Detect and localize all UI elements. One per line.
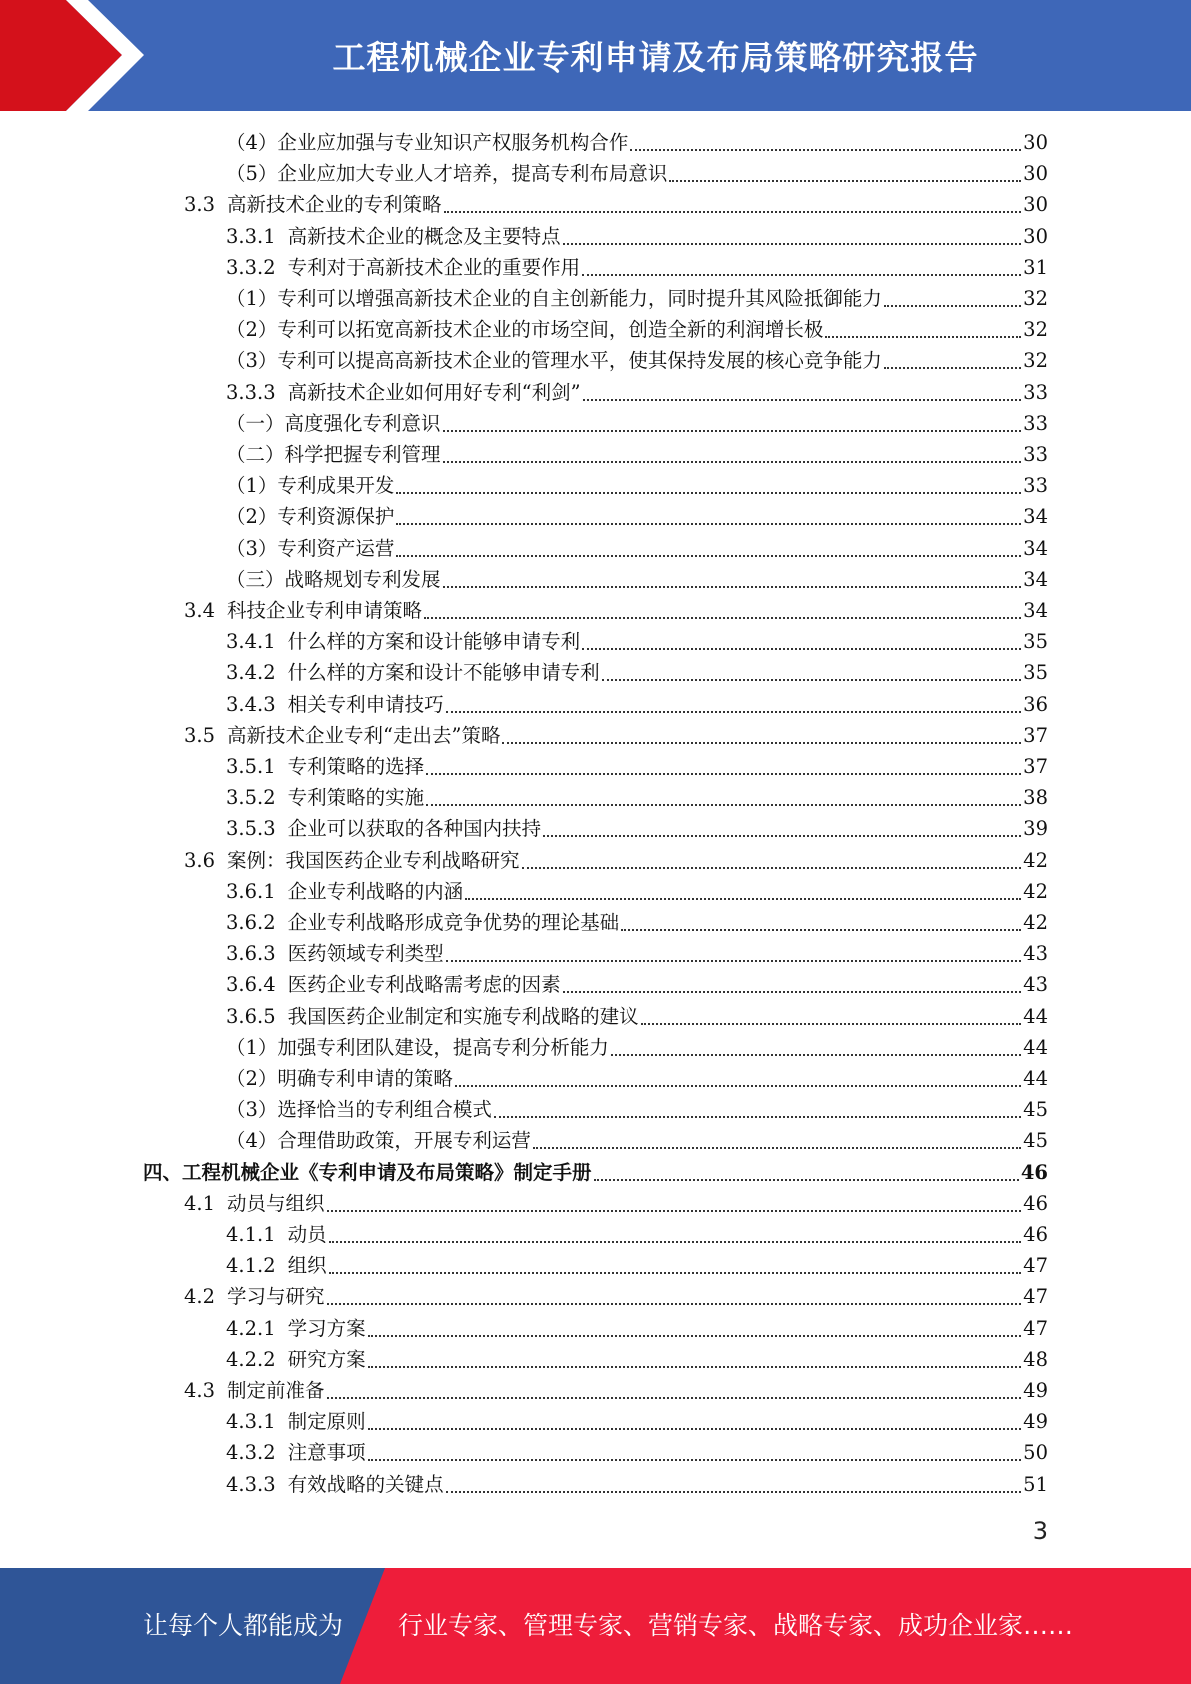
toc-dot-leader bbox=[446, 702, 1022, 713]
toc-dot-leader bbox=[669, 171, 1021, 182]
toc-entry-title: 什么样的方案和设计不能够申请专利 bbox=[287, 661, 600, 685]
toc-entry-page: 34 bbox=[1023, 567, 1048, 591]
toc-entry-page: 44 bbox=[1023, 1004, 1048, 1028]
toc-entry-page: 47 bbox=[1023, 1285, 1048, 1309]
toc-entry-number: 3.3 bbox=[184, 193, 216, 217]
toc-dot-leader bbox=[602, 670, 1022, 681]
toc-entry-title: （2）明确专利申请的策略 bbox=[226, 1067, 453, 1090]
toc-dot-leader bbox=[396, 483, 1021, 494]
toc-entry[interactable] bbox=[226, 345, 1048, 376]
toc-dot-leader bbox=[825, 327, 1021, 338]
toc-entry[interactable] bbox=[143, 1157, 1048, 1188]
toc-dot-leader bbox=[424, 608, 1021, 619]
toc-entry[interactable] bbox=[226, 1469, 1048, 1500]
toc-entry[interactable] bbox=[226, 439, 1048, 470]
toc-entry-label bbox=[226, 1001, 639, 1032]
toc-entry-title: （3）专利资产运营 bbox=[226, 536, 395, 560]
toc-entry-page: 30 bbox=[1023, 224, 1048, 248]
toc-entry-label bbox=[226, 907, 619, 938]
toc-entry-title: 科技企业专利申请策略 bbox=[227, 599, 423, 622]
toc-entry-title: （三）战略规划专利发展 bbox=[226, 567, 441, 591]
toc-entry[interactable] bbox=[226, 1406, 1048, 1437]
toc-entry-title: （2）专利资源保护 bbox=[226, 505, 395, 529]
toc-entry[interactable] bbox=[226, 564, 1048, 595]
toc-entry[interactable] bbox=[226, 813, 1048, 844]
toc-entry-title: （2）专利可以拓宽高新技术企业的市场空间，创造全新的利润增长极 bbox=[226, 318, 824, 342]
page-header bbox=[0, 0, 1191, 111]
toc-entry[interactable] bbox=[226, 283, 1048, 314]
toc-entry-page: 43 bbox=[1023, 942, 1048, 966]
toc-entry-number: 3.3.2 bbox=[226, 255, 276, 279]
toc-entry-page: 46 bbox=[1020, 1160, 1048, 1184]
toc-entry-label bbox=[184, 1281, 325, 1312]
toc-entry-number: 3.6.3 bbox=[226, 942, 276, 966]
toc-entry[interactable] bbox=[226, 127, 1048, 158]
toc-entry-title: 高新技术企业的专利策略 bbox=[227, 193, 442, 217]
toc-entry-label bbox=[184, 1375, 325, 1406]
toc-entry-title: （4）企业应加强与专业知识产权服务机构合作 bbox=[226, 131, 629, 154]
toc-dot-leader bbox=[446, 951, 1022, 962]
toc-entry-page: 44 bbox=[1023, 1035, 1048, 1059]
toc-entry-label bbox=[226, 439, 441, 470]
toc-entry-number: 4.3.3 bbox=[226, 1472, 276, 1496]
toc-dot-leader bbox=[327, 1201, 1022, 1212]
toc-entry-title: 专利策略的实施 bbox=[287, 786, 425, 810]
toc-dot-leader bbox=[368, 1419, 1022, 1430]
toc-entry-label bbox=[226, 1063, 453, 1094]
toc-entry-title: 动员与组织 bbox=[227, 1191, 325, 1215]
toc-entry[interactable] bbox=[226, 1437, 1048, 1468]
toc-dot-leader bbox=[594, 1170, 1019, 1181]
toc-entry-number: 3.5 bbox=[184, 723, 216, 747]
toc-entry-number: 3.4 bbox=[184, 599, 216, 622]
toc-entry[interactable] bbox=[226, 876, 1048, 907]
chevron-logo-icon bbox=[0, 0, 160, 111]
toc-entry-label bbox=[226, 127, 628, 158]
toc-entry-title: 专利策略的选择 bbox=[287, 755, 425, 778]
toc-entry[interactable] bbox=[226, 1032, 1048, 1063]
toc-entry-title: 学习与研究 bbox=[227, 1285, 325, 1309]
toc-dot-leader bbox=[368, 1326, 1022, 1337]
toc-entry-label bbox=[226, 1437, 366, 1468]
toc-entry[interactable] bbox=[184, 1188, 1048, 1219]
toc-dot-leader bbox=[396, 514, 1021, 525]
toc-entry-page: 30 bbox=[1023, 193, 1048, 217]
toc-entry[interactable] bbox=[184, 1375, 1048, 1406]
toc-entry-number: 4.3.2 bbox=[226, 1441, 276, 1465]
toc-entry[interactable] bbox=[184, 845, 1048, 876]
toc-entry-title: 医药企业专利战略需考虑的因素 bbox=[287, 973, 561, 997]
page-number: 3 bbox=[1032, 1517, 1048, 1545]
toc-entry-page: 42 bbox=[1023, 911, 1048, 934]
toc-dot-leader bbox=[630, 140, 1021, 151]
toc-entry-number: 3.5.1 bbox=[226, 755, 276, 778]
toc-entry-label bbox=[226, 252, 580, 283]
toc-entry-page: 49 bbox=[1023, 1410, 1048, 1434]
toc-entry-title: 企业可以获取的各种国内扶持 bbox=[287, 817, 542, 841]
toc-dot-leader bbox=[443, 421, 1022, 432]
toc-entry-label bbox=[226, 938, 444, 969]
toc-entry-label bbox=[226, 689, 444, 720]
toc-entry-number: 4.2.2 bbox=[226, 1347, 276, 1371]
toc-entry[interactable] bbox=[184, 1281, 1048, 1312]
toc-entry-label bbox=[226, 813, 541, 844]
toc-entry-label bbox=[226, 626, 580, 657]
toc-entry-label bbox=[226, 221, 561, 252]
toc-dot-leader bbox=[443, 577, 1022, 588]
toc-entry-page: 45 bbox=[1023, 1129, 1048, 1153]
toc-entry[interactable] bbox=[184, 595, 1048, 626]
toc-entry-label bbox=[184, 1188, 325, 1219]
toc-entry[interactable] bbox=[226, 782, 1048, 813]
toc-entry-label bbox=[226, 1469, 444, 1500]
toc-entry[interactable] bbox=[226, 1063, 1048, 1094]
toc-entry-number: 4.1.1 bbox=[226, 1223, 276, 1246]
toc-entry[interactable] bbox=[184, 720, 1048, 751]
toc-entry-label bbox=[226, 876, 463, 907]
toc-entry-title: 制定原则 bbox=[287, 1410, 366, 1434]
toc-entry-title: （3）选择恰当的专利组合模式 bbox=[226, 1098, 492, 1122]
toc-dot-leader bbox=[327, 1294, 1022, 1305]
toc-entry-page: 32 bbox=[1023, 318, 1048, 342]
toc-entry[interactable] bbox=[226, 689, 1048, 720]
toc-entry-page: 30 bbox=[1023, 162, 1048, 186]
toc-entry[interactable] bbox=[226, 626, 1048, 657]
toc-entry-page: 49 bbox=[1023, 1379, 1048, 1402]
report-title: 工程机械企业专利申请及布局策略研究报告 bbox=[332, 38, 979, 77]
toc-entry[interactable] bbox=[226, 1125, 1048, 1156]
toc-dot-leader bbox=[533, 1138, 1021, 1149]
toc-entry-number: 3.4.1 bbox=[226, 630, 276, 654]
toc-entry-label bbox=[226, 1032, 609, 1063]
toc-entry-page: 47 bbox=[1023, 1316, 1048, 1340]
toc-entry-number: 3.3.1 bbox=[226, 224, 276, 248]
toc-dot-leader bbox=[543, 826, 1021, 837]
toc-entry[interactable] bbox=[226, 1001, 1048, 1032]
toc-entry-number: 3.6 bbox=[184, 848, 216, 872]
toc-entry-page: 44 bbox=[1023, 1067, 1048, 1090]
toc-entry-page: 42 bbox=[1023, 879, 1048, 903]
toc-entry-label bbox=[226, 969, 561, 1000]
toc-entry-page: 31 bbox=[1023, 255, 1048, 279]
toc-entry-title: （1）专利成果开发 bbox=[226, 474, 395, 498]
toc-entry-page: 42 bbox=[1023, 848, 1048, 872]
toc-entry-label bbox=[184, 595, 422, 626]
toc-entry-page: 37 bbox=[1023, 723, 1048, 747]
toc-entry-label bbox=[184, 189, 442, 220]
toc-entry[interactable] bbox=[226, 470, 1048, 501]
toc-entry-number: 3.6.5 bbox=[226, 1004, 276, 1028]
toc-entry-number: 4.2.1 bbox=[226, 1316, 276, 1340]
footer-slogan-left: 让每个人都能成为 bbox=[143, 1611, 344, 1640]
toc-entry-page: 33 bbox=[1023, 411, 1048, 435]
toc-entry-title: （一）高度强化专利意识 bbox=[226, 411, 441, 435]
toc-entry-number: 3.6.1 bbox=[226, 879, 276, 903]
toc-entry-title: 学习方案 bbox=[287, 1316, 366, 1340]
toc-entry-title: 高新技术企业如何用好专利“利剑” bbox=[287, 380, 581, 404]
toc-entry-label bbox=[184, 845, 520, 876]
toc-entry[interactable] bbox=[226, 158, 1048, 189]
toc-entry-title: 动员 bbox=[287, 1223, 327, 1246]
toc-entry-number: 4.1 bbox=[184, 1191, 216, 1215]
toc-entry[interactable] bbox=[226, 221, 1048, 252]
toc-entry-title: 组织 bbox=[287, 1254, 327, 1278]
toc-entry-label bbox=[226, 1344, 366, 1375]
toc-entry-label bbox=[226, 533, 394, 564]
toc-entry-page: 50 bbox=[1023, 1441, 1048, 1465]
toc-entry-number: 3.4.3 bbox=[226, 692, 276, 716]
toc-entry[interactable] bbox=[226, 1094, 1048, 1125]
toc-entry-title: （5）企业应加大专业人才培养，提高专利布局意识 bbox=[226, 162, 668, 186]
toc-entry[interactable] bbox=[226, 252, 1048, 283]
toc-dot-leader bbox=[582, 639, 1021, 650]
toc-entry-number: 4.2 bbox=[184, 1285, 216, 1309]
toc-entry-label bbox=[226, 1250, 327, 1281]
toc-dot-leader bbox=[396, 546, 1021, 557]
toc-entry-page: 33 bbox=[1023, 380, 1048, 404]
toc-entry-page: 32 bbox=[1023, 349, 1048, 373]
toc-entry-label bbox=[226, 1094, 492, 1125]
toc-entry-label bbox=[184, 720, 500, 751]
toc-dot-leader bbox=[327, 1388, 1022, 1399]
toc-entry-page: 33 bbox=[1023, 474, 1048, 498]
toc-entry-label bbox=[226, 751, 424, 782]
toc-entry-page: 45 bbox=[1023, 1098, 1048, 1122]
toc-entry-label bbox=[226, 657, 600, 688]
toc-dot-leader bbox=[426, 795, 1021, 806]
toc-entry-page: 46 bbox=[1023, 1191, 1048, 1215]
toc-entry-label bbox=[226, 158, 667, 189]
toc-entry-title: 企业专利战略形成竞争优势的理论基础 bbox=[287, 911, 620, 934]
toc-entry-number: 4.1.2 bbox=[226, 1254, 276, 1278]
toc-dot-leader bbox=[502, 733, 1021, 744]
toc-dot-leader bbox=[465, 889, 1021, 900]
toc-entry-title: 四、工程机械企业《专利申请及布局策略》制定手册 bbox=[143, 1160, 592, 1184]
toc-entry-title: （4）合理借助政策，开展专利运营 bbox=[226, 1129, 531, 1153]
toc-entry-label bbox=[226, 470, 394, 501]
toc-dot-leader bbox=[611, 1045, 1021, 1056]
toc-entry-page: 48 bbox=[1023, 1347, 1048, 1371]
toc-entry[interactable] bbox=[226, 907, 1048, 938]
toc-entry-page: 34 bbox=[1023, 505, 1048, 529]
toc-entry-label bbox=[226, 314, 823, 345]
toc-entry-title: 什么样的方案和设计能够申请专利 bbox=[287, 630, 581, 654]
toc-entry-title: 专利对于高新技术企业的重要作用 bbox=[287, 255, 581, 279]
toc-entry-title: （3）专利可以提高高新技术企业的管理水平，使其保持发展的核心竞争能力 bbox=[226, 349, 882, 373]
toc-entry-page: 43 bbox=[1023, 973, 1048, 997]
toc-entry[interactable] bbox=[226, 377, 1048, 408]
toc-entry-number: 3.3.3 bbox=[226, 380, 276, 404]
toc-entry[interactable] bbox=[226, 408, 1048, 439]
toc-dot-leader bbox=[368, 1357, 1022, 1368]
toc-entry-title: 相关专利申请技巧 bbox=[287, 692, 444, 716]
toc-entry-title: 注意事项 bbox=[287, 1441, 366, 1465]
toc-entry-title: 医药领域专利类型 bbox=[287, 942, 444, 966]
toc-entry-number: 3.5.2 bbox=[226, 786, 276, 810]
toc-entry-page: 35 bbox=[1023, 630, 1048, 654]
toc-dot-leader bbox=[884, 296, 1021, 307]
toc-entry[interactable] bbox=[226, 657, 1048, 688]
toc-entry-page: 35 bbox=[1023, 661, 1048, 685]
toc-entry-title: 我国医药企业制定和实施专利战略的建议 bbox=[287, 1004, 639, 1028]
toc-dot-leader bbox=[563, 234, 1022, 245]
toc-dot-leader bbox=[522, 858, 1022, 869]
toc-dot-leader bbox=[368, 1450, 1022, 1461]
toc-entry[interactable] bbox=[226, 969, 1048, 1000]
toc-entry-page: 32 bbox=[1023, 287, 1048, 310]
toc-entry[interactable] bbox=[226, 501, 1048, 532]
toc-entry-label bbox=[226, 782, 424, 813]
toc-entry-label bbox=[226, 408, 441, 439]
toc-entry-label bbox=[226, 501, 394, 532]
toc-entry[interactable] bbox=[226, 1250, 1048, 1281]
toc-entry[interactable] bbox=[226, 314, 1048, 345]
toc-entry-label bbox=[143, 1157, 592, 1188]
toc-entry-number: 3.4.2 bbox=[226, 661, 276, 685]
toc-entry-title: （1）专利可以增强高新技术企业的自主创新能力，同时提升其风险抵御能力 bbox=[226, 287, 882, 310]
toc-dot-leader bbox=[884, 358, 1021, 369]
toc-dot-leader bbox=[329, 1263, 1022, 1274]
toc-entry[interactable] bbox=[226, 1219, 1048, 1250]
toc-entry-title: （1）加强专利团队建设，提高专利分析能力 bbox=[226, 1035, 609, 1059]
toc-dot-leader bbox=[446, 1482, 1022, 1493]
toc-dot-leader bbox=[563, 982, 1022, 993]
toc-entry-page: 51 bbox=[1023, 1472, 1048, 1496]
toc-entry[interactable] bbox=[226, 533, 1048, 564]
toc-dot-leader bbox=[582, 265, 1021, 276]
toc-dot-leader bbox=[641, 1014, 1022, 1025]
toc-entry-page: 36 bbox=[1023, 692, 1048, 716]
toc-entry[interactable] bbox=[226, 938, 1048, 969]
toc-entry-number: 4.3 bbox=[184, 1379, 216, 1402]
toc-entry[interactable] bbox=[184, 189, 1048, 220]
toc-entry[interactable] bbox=[226, 1344, 1048, 1375]
toc-entry-title: 高新技术企业专利“走出去”策略 bbox=[227, 723, 501, 747]
toc-entry[interactable] bbox=[226, 1313, 1048, 1344]
toc-entry-title: （二）科学把握专利管理 bbox=[226, 443, 441, 466]
toc-entry-label bbox=[226, 377, 581, 408]
toc-entry-page: 39 bbox=[1023, 817, 1048, 841]
toc-dot-leader bbox=[329, 1232, 1022, 1243]
toc-entry-page: 37 bbox=[1023, 755, 1048, 778]
toc-entry-page: 34 bbox=[1023, 536, 1048, 560]
toc-entry-page: 33 bbox=[1023, 443, 1048, 466]
toc-entry-page: 38 bbox=[1023, 786, 1048, 810]
toc-entry-page: 30 bbox=[1023, 131, 1048, 154]
toc-entry-label bbox=[226, 1219, 327, 1250]
toc-entry-number: 3.6.4 bbox=[226, 973, 276, 997]
toc-entry-number: 4.3.1 bbox=[226, 1410, 276, 1434]
toc-entry-label bbox=[226, 283, 882, 314]
toc-entry-title: 有效战略的关键点 bbox=[287, 1472, 444, 1496]
toc-dot-leader bbox=[494, 1107, 1021, 1118]
toc-dot-leader bbox=[443, 452, 1022, 463]
toc-entry-title: 研究方案 bbox=[287, 1347, 366, 1371]
toc-entry-page: 34 bbox=[1023, 599, 1048, 622]
toc-entry-label bbox=[226, 345, 882, 376]
toc-dot-leader bbox=[444, 202, 1022, 213]
footer-slogan-right: 行业专家、管理专家、营销专家、战略专家、成功企业家…… bbox=[398, 1611, 1074, 1640]
toc-dot-leader bbox=[426, 764, 1021, 775]
toc-dot-leader bbox=[621, 920, 1021, 931]
toc-entry-title: 制定前准备 bbox=[227, 1379, 325, 1402]
toc-entry[interactable] bbox=[226, 751, 1048, 782]
toc-entry-number: 3.5.3 bbox=[226, 817, 276, 841]
page-footer bbox=[0, 1568, 1191, 1684]
toc-entry-title: 高新技术企业的概念及主要特点 bbox=[287, 224, 561, 248]
toc-entry-page: 47 bbox=[1023, 1254, 1048, 1278]
toc-entry-title: 企业专利战略的内涵 bbox=[287, 879, 464, 903]
toc-entry-page: 46 bbox=[1023, 1223, 1048, 1246]
toc-dot-leader bbox=[583, 390, 1022, 401]
toc-entry-number: 3.6.2 bbox=[226, 911, 276, 934]
toc-dot-leader bbox=[455, 1076, 1021, 1087]
toc-entry-label bbox=[226, 1313, 366, 1344]
toc-entry-label bbox=[226, 1406, 366, 1437]
toc-entry-label bbox=[226, 564, 441, 595]
toc-entry-title: 案例：我国医药企业专利战略研究 bbox=[227, 848, 520, 872]
toc-entry-label bbox=[226, 1125, 531, 1156]
